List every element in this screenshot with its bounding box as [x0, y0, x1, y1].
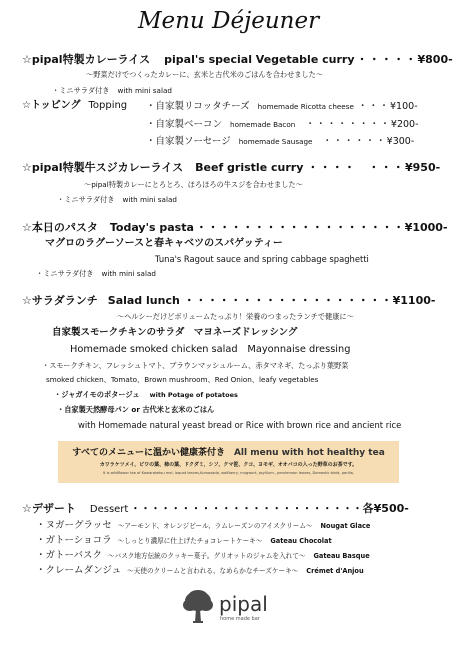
curry-name-jp: ☆pipal特製カレーライス [22, 53, 151, 66]
curry-salad-en: with mini salad [117, 86, 172, 95]
dessert-item [36, 536, 332, 546]
topping-item-jp: ・自家製ソーセージ [146, 136, 231, 147]
topping-item-price: ¥200- [390, 119, 419, 130]
dessert-item-desc: 〜しっとり濃厚に仕上げたチョコレートケーキ〜 [117, 537, 263, 545]
beef-curry-heading [22, 162, 440, 173]
logo-tagline: home made bar [220, 616, 260, 622]
pasta-name-en: Today's pasta [109, 221, 194, 234]
dessert-item-desc: 〜天使のクリームと言われる、なめらかなチーズケーキ〜 [127, 567, 299, 575]
pasta-salad-en: with mini salad [101, 269, 156, 278]
topping-item-price: ¥100- [390, 101, 418, 112]
beef-curry-salad [57, 196, 177, 203]
salad-lunch-heading [22, 295, 435, 306]
pasta-name-jp: ☆本日のパスタ [22, 221, 98, 234]
topping-title-en: Topping [88, 100, 128, 111]
salad-lunch-name-jp: ☆サラダランチ [22, 294, 98, 307]
topping-item-jp: ・自家製リコッタチーズ [146, 101, 250, 112]
logo-name: pipal [219, 592, 268, 616]
tree-icon [183, 590, 213, 624]
dessert-item-desc: 〜バスク地方伝統のクッキー菓子。グリオットのジャムを入れて〜 [108, 552, 306, 560]
dessert-item [36, 521, 370, 531]
salad-lunch-bread-jp: ・自家製天然酵母パン or 古代米と玄米のごはん [57, 405, 215, 414]
topping-item-dots: ・・・・・・ [322, 136, 387, 147]
dessert-item-en: Gateau Chocolat [270, 537, 332, 545]
healthy-tea-ingredients-en: It is wildflower tea of Kawaraketsu mei, loquat leaves,Kumasada, wolfberry, mugwort, psyllium., persimmon leaves, Domestic birds, perilla, [102, 471, 355, 475]
salad-lunch-ingredients-jp: ・スモークチキン、フレッシュトマト、ブラウンマッシュルーム、赤タマネギ、たっぷり葉野菜 [42, 361, 349, 370]
curry-salad [52, 87, 172, 94]
salad-lunch-dots: ・・・・・・・・・・・・・・・・・・ [183, 294, 393, 307]
curry-description: 〜野菜だけでつくったカレーに、玄米と古代米のごはんを合わせました〜 [86, 70, 324, 79]
dessert-item-en: Nougat Glace [320, 522, 371, 530]
healthy-tea-ingredients-jp: カワラケツメイ、ビワの葉、柿の葉、ドクダミ、シソ、クマ笹、クコ、ヨモギ、オオバコの入った野草のお茶です。 [99, 462, 358, 468]
healthy-tea-heading-jp: すべてのメニューに温かい健康茶付き [72, 448, 226, 458]
dessert-dots: ・・・・・・・・・・・・・・・・・・・・・・・ [130, 504, 363, 515]
pasta-dish-en: Tuna's Ragout sauce and spring cabbage spaghetti [155, 254, 369, 264]
dessert-item-en: Crémet d'Anjou [306, 567, 364, 575]
topping-item-en: homemade Ricotta cheese [257, 102, 354, 111]
topping-item-dots: ・・・ [357, 101, 391, 112]
salad-lunch-dish-en: Homemade smoked chicken salad Mayonnaise dressing [70, 344, 351, 355]
topping-item [146, 102, 418, 112]
beef-curry-salad-en: with mini salad [122, 195, 177, 204]
pasta-heading [22, 222, 448, 233]
salad-lunch-price: ¥1100- [392, 294, 436, 307]
healthy-tea-notice [58, 441, 399, 483]
healthy-tea-heading-en: All menu with hot healthy tea [233, 448, 385, 458]
dessert-title-en: Dessert [89, 504, 129, 515]
topping-item-en: homemade Bacon [230, 120, 296, 129]
salad-lunch-soup-jp: ・ジャガイモのポタージュ [54, 390, 140, 399]
beef-curry-description: 〜pipal特製カレーにとろとろ、ほろほろの牛スジを合わせました〜 [84, 180, 303, 189]
beef-curry-name-jp: ☆pipal特製牛スジカレーライス [22, 161, 184, 174]
dessert-item [36, 551, 370, 561]
salad-lunch-ingredients-en: smoked chicken、Tomato、Brown mushroom、Red Onion、leafy vegetables [46, 375, 319, 384]
topping-item-jp: ・自家製ベーコン [146, 119, 223, 130]
salad-lunch-soup [54, 391, 238, 399]
curry-heading [22, 54, 453, 65]
dessert-item-jp: ・ガトーバスク [36, 550, 103, 561]
dessert-item-jp: ・ヌガーグラッセ [36, 520, 112, 531]
pasta-salad [36, 270, 156, 277]
salad-lunch-dish-jp: 自家製スモークチキンのサラダ マヨネーズドレッシング [52, 327, 298, 338]
topping-item-en: homemade Sausage [238, 137, 313, 146]
salad-lunch-soup-en: with Potage of potatoes [149, 391, 238, 399]
beef-curry-salad-jp: ・ミニサラダ付き [57, 195, 115, 204]
dessert-item [36, 566, 364, 576]
page-title: Menu Déjeuner [137, 8, 320, 34]
curry-dots: ・・・・・ [356, 53, 418, 66]
topping-item-price: ¥300- [386, 136, 415, 147]
salad-lunch-name-en: Salad lunch [107, 294, 180, 307]
curry-name-en: pipal's special Vegetable curry [164, 53, 355, 66]
salad-lunch-bread-en: with Homemade natural yeast bread or Rice with brown rice and ancient rice [78, 420, 402, 430]
pasta-price: ¥1000- [404, 221, 448, 234]
curry-salad-jp: ・ミニサラダ付き [52, 86, 110, 95]
dessert-item-jp: ・ガトーショコラ [36, 535, 112, 546]
salad-lunch-description: 〜ヘルシーだけどボリュームたっぷり！栄養のつまったランチで健康に〜 [117, 312, 354, 321]
topping-heading [22, 101, 127, 111]
pasta-salad-jp: ・ミニサラダ付き [36, 269, 94, 278]
healthy-tea-heading [58, 449, 399, 458]
dessert-heading [22, 503, 409, 515]
dessert-item-jp: ・クレームダンジュ [36, 565, 122, 576]
dessert-title-jp: ☆デザート [22, 502, 76, 515]
pasta-dots: ・・・・・・・・・・・・・・・・・・ [195, 221, 405, 234]
pasta-dish-jp: マグロのラグーソースと春キャベツのスパゲッティー [45, 238, 283, 249]
curry-price: ¥800- [417, 53, 453, 66]
beef-curry-name-en: Beef gristle curry [195, 161, 304, 174]
topping-title-jp: ☆トッピング [22, 100, 81, 111]
dessert-price: 各¥500- [362, 502, 409, 515]
beef-curry-dots: ・・・・ ・・・ [307, 161, 405, 174]
topping-item [146, 137, 414, 147]
topping-item-dots: ・・・・・・・・ [305, 119, 391, 130]
dessert-item-en: Gateau Basque [313, 552, 370, 560]
topping-item [146, 120, 419, 130]
beef-curry-price: ¥950- [404, 161, 441, 174]
dessert-item-desc: 〜アーモンド、オレンジピール、ラムレーズンのアイスクリーム〜 [117, 522, 313, 530]
